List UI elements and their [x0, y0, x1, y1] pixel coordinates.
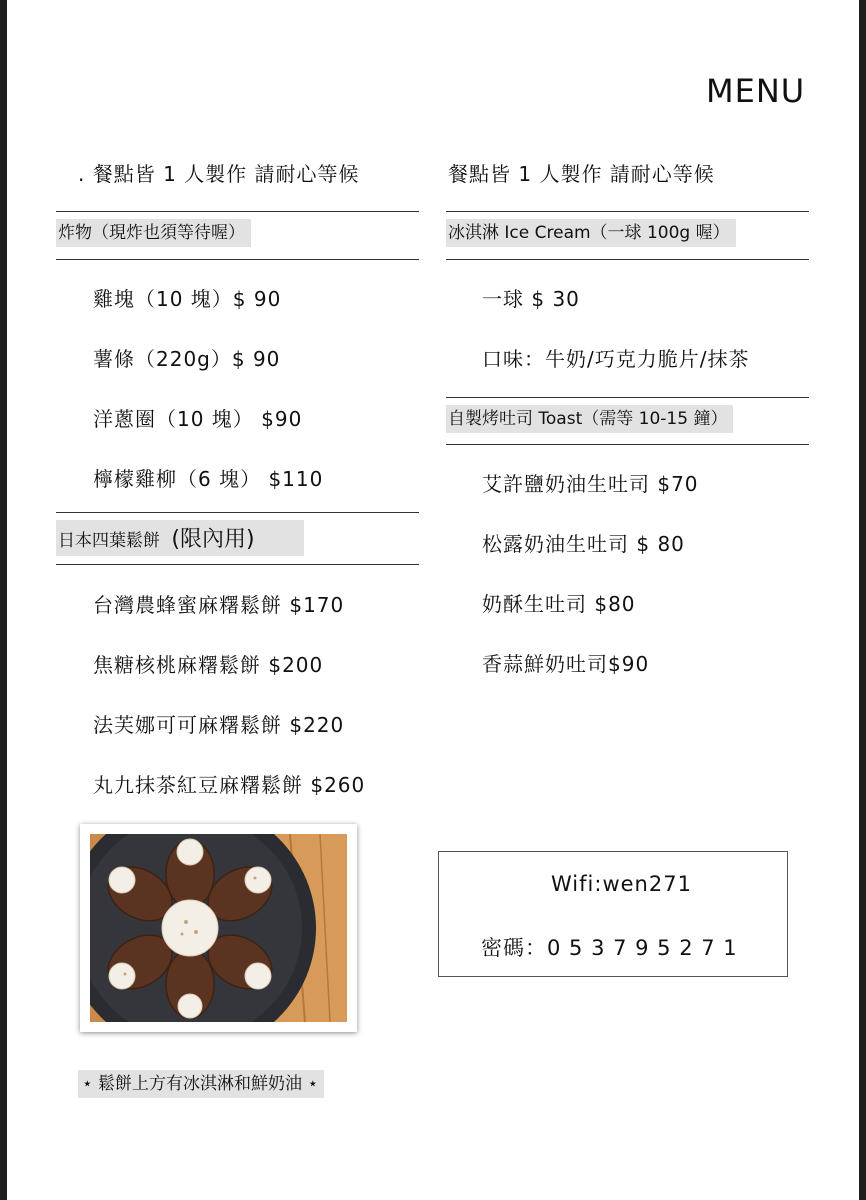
- menu-item-salted-butter-toast: 艾許鹽奶油生吐司 $70: [482, 472, 699, 496]
- left-frame-border: [0, 0, 7, 1200]
- menu-item-fries: 薯條（220g）$ 90: [93, 347, 281, 371]
- divider: [56, 564, 419, 565]
- category-toast: 自製烤吐司 Toast（需等 10-15 鐘）: [446, 405, 733, 433]
- left-notice: . 餐點皆 1 人製作 請耐心等候: [78, 162, 360, 186]
- category-ice-cream: 冰淇淋 Ice Cream（一球 100g 喔）: [446, 219, 736, 247]
- menu-item-nuggets: 雞塊（10 塊）$ 90: [93, 287, 282, 311]
- divider: [56, 512, 419, 513]
- menu-item-caramel-pancake: 焦糖核桃麻糬鬆餅 $200: [93, 653, 324, 677]
- wifi-ssid: Wifi:wen271: [551, 872, 692, 896]
- pancake-photo: [80, 824, 357, 1032]
- divider: [56, 259, 419, 260]
- category-pancakes-suffix: (限內用): [171, 527, 255, 552]
- menu-item-cocoa-pancake: 法芙娜可可麻糬鬆餅 $220: [93, 713, 345, 737]
- menu-item-honey-pancake: 台灣農蜂蜜麻糬鬆餅 $170: [93, 593, 345, 617]
- right-notice: 餐點皆 1 人製作 請耐心等候: [448, 162, 715, 186]
- wifi-password: 密碼：0 5 3 7 9 5 2 7 1: [481, 936, 738, 960]
- divider: [446, 259, 809, 260]
- menu-item-garlic-toast: 香蒜鮮奶吐司$90: [482, 652, 650, 676]
- right-frame-border: [859, 0, 866, 1200]
- divider: [56, 211, 419, 212]
- menu-item-ice-cream-flavors: 口味：牛奶/巧克力脆片/抹茶: [482, 347, 750, 371]
- divider: [446, 211, 809, 212]
- menu-item-custard-toast: 奶酥生吐司 $80: [482, 592, 636, 616]
- wifi-info-box: [438, 851, 788, 977]
- category-pancakes: [56, 520, 304, 556]
- menu-item-lemon-chicken: 檸檬雞柳（6 塊） $110: [93, 467, 324, 491]
- category-pancakes-label: 日本四葉鬆餅: [58, 531, 160, 551]
- menu-item-ice-cream-scoop: 一球 $ 30: [482, 287, 580, 311]
- menu-item-matcha-pancake: 丸九抹茶紅豆麻糬鬆餅 $260: [93, 773, 366, 797]
- menu-item-onion-rings: 洋蔥圈（10 塊） $90: [93, 407, 303, 431]
- photo-caption: ⋆ 鬆餅上方有冰淇淋和鮮奶油 ⋆: [78, 1070, 324, 1098]
- pancake-illustration: [90, 834, 347, 1022]
- menu-title: MENU: [706, 72, 806, 110]
- divider: [446, 444, 809, 445]
- menu-item-truffle-toast: 松露奶油生吐司 $ 80: [482, 532, 685, 556]
- category-fried-food: 炸物（現炸也須等待喔）: [56, 219, 251, 247]
- divider: [446, 397, 809, 398]
